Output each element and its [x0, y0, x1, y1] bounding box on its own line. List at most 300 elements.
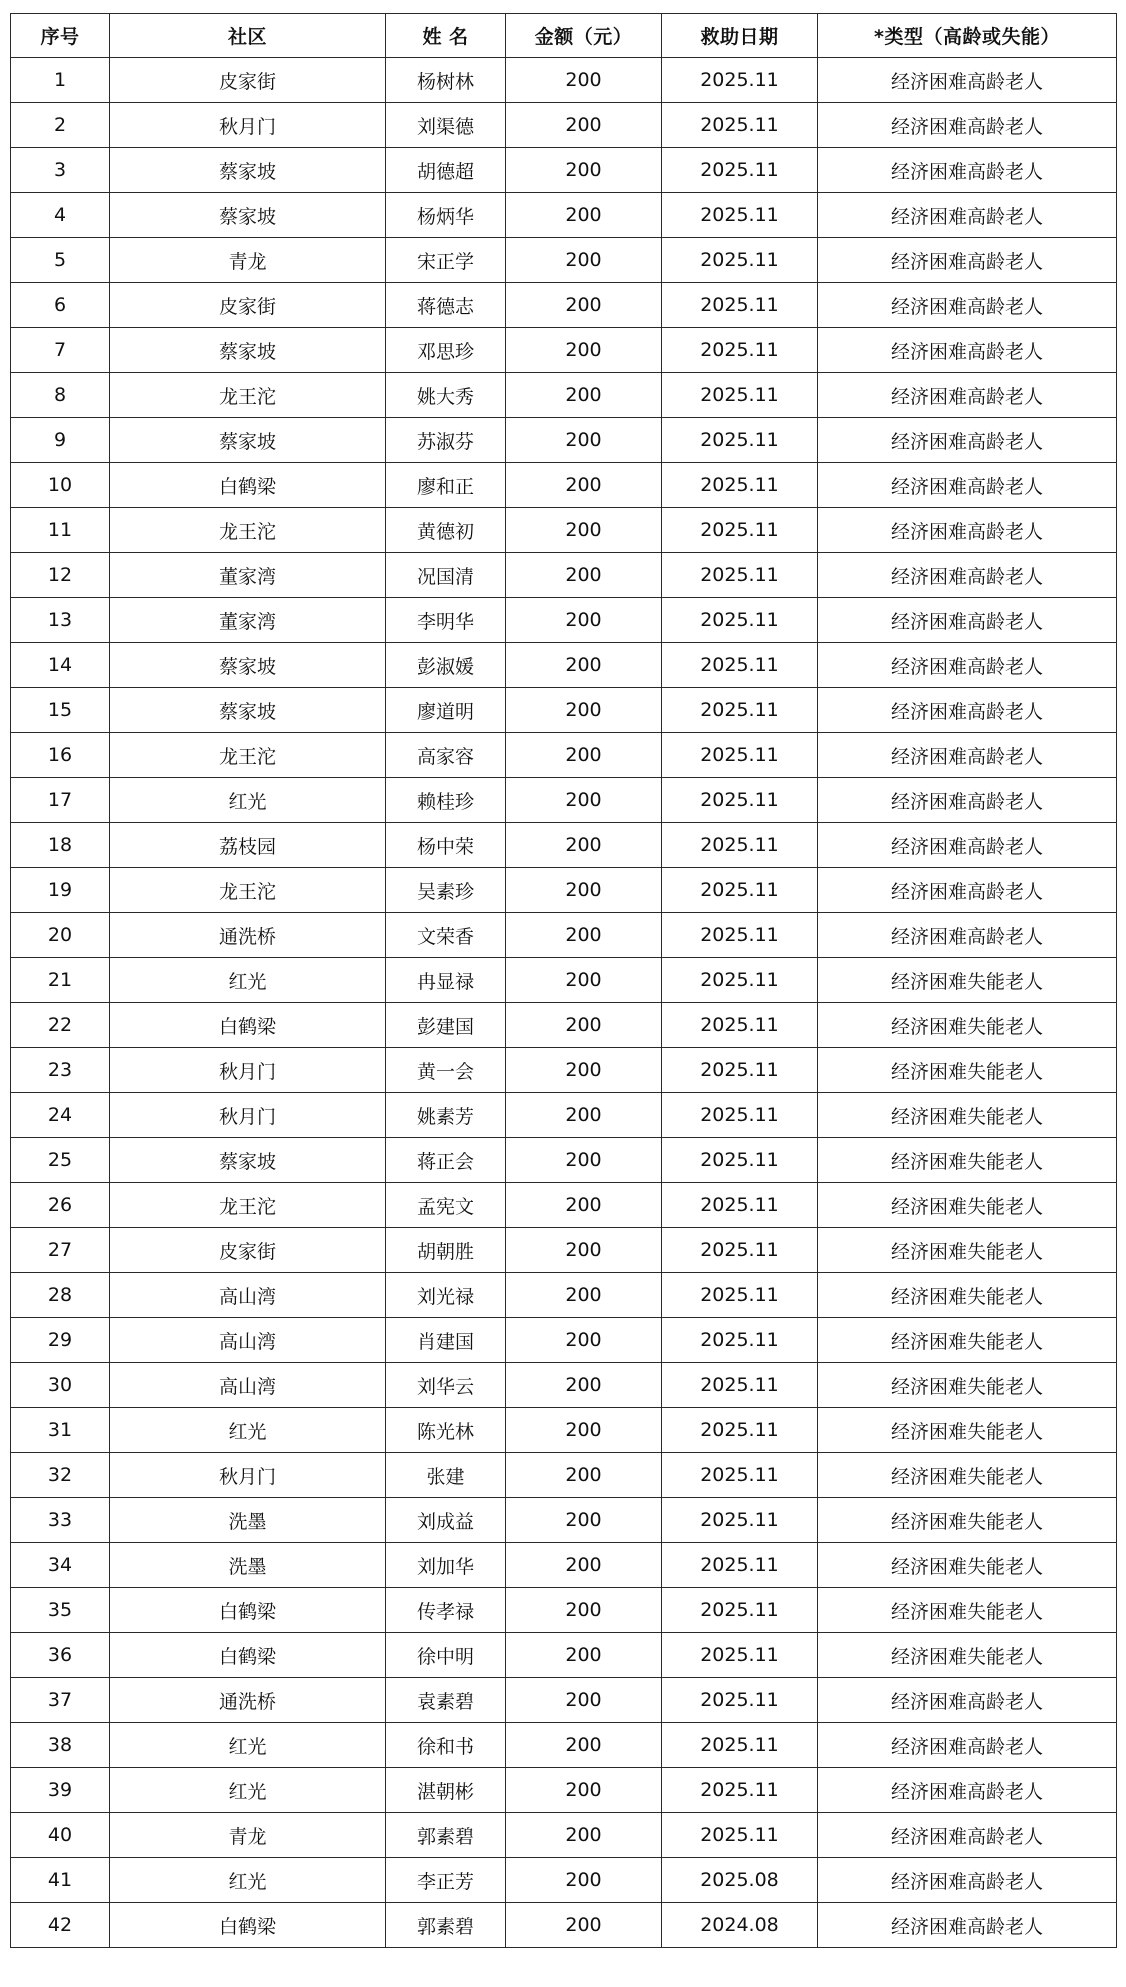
- cell-amount: 200: [506, 1138, 662, 1183]
- cell-serial-number: 27: [11, 1228, 110, 1273]
- cell-name: 姚素芳: [386, 1093, 506, 1138]
- cell-name: 黄一会: [386, 1048, 506, 1093]
- cell-relief-date: 2025.11: [662, 1678, 818, 1723]
- cell-name: 吴素珍: [386, 868, 506, 913]
- cell-type: 经济困难高龄老人: [818, 553, 1117, 598]
- cell-amount: 200: [506, 643, 662, 688]
- cell-community: 龙王沱: [110, 373, 386, 418]
- cell-amount: 200: [506, 1723, 662, 1768]
- cell-type: 经济困难高龄老人: [818, 463, 1117, 508]
- cell-relief-date: 2025.11: [662, 328, 818, 373]
- cell-relief-date: 2025.11: [662, 553, 818, 598]
- cell-relief-date: 2025.11: [662, 1228, 818, 1273]
- cell-relief-date: 2025.11: [662, 1498, 818, 1543]
- cell-serial-number: 12: [11, 553, 110, 598]
- cell-serial-number: 31: [11, 1408, 110, 1453]
- cell-amount: 200: [506, 58, 662, 103]
- cell-name: 姚大秀: [386, 373, 506, 418]
- cell-serial-number: 11: [11, 508, 110, 553]
- table-row: [11, 1543, 1117, 1588]
- cell-community: 洗墨: [110, 1498, 386, 1543]
- cell-amount: 200: [506, 1003, 662, 1048]
- cell-relief-date: 2025.11: [662, 238, 818, 283]
- table-row: [11, 1723, 1117, 1768]
- table-row: [11, 418, 1117, 463]
- cell-type: 经济困难高龄老人: [818, 373, 1117, 418]
- cell-community: 青龙: [110, 1813, 386, 1858]
- cell-amount: 200: [506, 868, 662, 913]
- cell-serial-number: 10: [11, 463, 110, 508]
- cell-amount: 200: [506, 1228, 662, 1273]
- cell-name: 苏淑芬: [386, 418, 506, 463]
- cell-serial-number: 33: [11, 1498, 110, 1543]
- cell-type: 经济困难失能老人: [818, 1093, 1117, 1138]
- cell-amount: 200: [506, 1768, 662, 1813]
- cell-community: 秋月门: [110, 1453, 386, 1498]
- cell-type: 经济困难失能老人: [818, 1588, 1117, 1633]
- cell-serial-number: 4: [11, 193, 110, 238]
- cell-amount: 200: [506, 328, 662, 373]
- cell-name: 刘渠德: [386, 103, 506, 148]
- cell-type: 经济困难高龄老人: [818, 1858, 1117, 1903]
- table-row: [11, 238, 1117, 283]
- cell-amount: 200: [506, 373, 662, 418]
- cell-serial-number: 30: [11, 1363, 110, 1408]
- cell-community: 红光: [110, 958, 386, 1003]
- table-row: [11, 913, 1117, 958]
- cell-amount: 200: [506, 958, 662, 1003]
- cell-relief-date: 2025.11: [662, 373, 818, 418]
- cell-serial-number: 42: [11, 1903, 110, 1948]
- table-row: [11, 103, 1117, 148]
- cell-name: 肖建国: [386, 1318, 506, 1363]
- cell-serial-number: 1: [11, 58, 110, 103]
- cell-name: 廖道明: [386, 688, 506, 733]
- header-row: [11, 14, 1117, 58]
- cell-amount: 200: [506, 1048, 662, 1093]
- table-row: [11, 1588, 1117, 1633]
- cell-serial-number: 16: [11, 733, 110, 778]
- cell-type: 经济困难失能老人: [818, 1363, 1117, 1408]
- cell-amount: 200: [506, 598, 662, 643]
- cell-amount: 200: [506, 283, 662, 328]
- cell-type: 经济困难失能老人: [818, 1543, 1117, 1588]
- cell-relief-date: 2025.11: [662, 463, 818, 508]
- cell-community: 蔡家坡: [110, 148, 386, 193]
- cell-name: 冉显禄: [386, 958, 506, 1003]
- cell-type: 经济困难高龄老人: [818, 283, 1117, 328]
- cell-name: 郭素碧: [386, 1903, 506, 1948]
- cell-serial-number: 3: [11, 148, 110, 193]
- cell-amount: 200: [506, 688, 662, 733]
- cell-community: 董家湾: [110, 598, 386, 643]
- cell-serial-number: 2: [11, 103, 110, 148]
- cell-community: 通洗桥: [110, 913, 386, 958]
- table-row: [11, 1228, 1117, 1273]
- table-row: [11, 1453, 1117, 1498]
- cell-community: 白鹤梁: [110, 1588, 386, 1633]
- cell-relief-date: 2025.11: [662, 1093, 818, 1138]
- cell-relief-date: 2025.11: [662, 1633, 818, 1678]
- table-row: [11, 508, 1117, 553]
- cell-name: 况国清: [386, 553, 506, 598]
- cell-serial-number: 29: [11, 1318, 110, 1363]
- cell-serial-number: 17: [11, 778, 110, 823]
- cell-type: 经济困难高龄老人: [818, 823, 1117, 868]
- table-row: [11, 1093, 1117, 1138]
- cell-serial-number: 5: [11, 238, 110, 283]
- header-name: 姓 名: [386, 14, 506, 58]
- cell-serial-number: 37: [11, 1678, 110, 1723]
- cell-amount: 200: [506, 1453, 662, 1498]
- cell-community: 高山湾: [110, 1273, 386, 1318]
- cell-amount: 200: [506, 1363, 662, 1408]
- cell-community: 红光: [110, 778, 386, 823]
- cell-amount: 200: [506, 553, 662, 598]
- table-row: [11, 733, 1117, 778]
- cell-relief-date: 2025.11: [662, 508, 818, 553]
- cell-community: 董家湾: [110, 553, 386, 598]
- cell-name: 刘光禄: [386, 1273, 506, 1318]
- cell-name: 传孝禄: [386, 1588, 506, 1633]
- cell-type: 经济困难高龄老人: [818, 868, 1117, 913]
- cell-relief-date: 2025.11: [662, 58, 818, 103]
- cell-type: 经济困难失能老人: [818, 1633, 1117, 1678]
- cell-name: 彭淑媛: [386, 643, 506, 688]
- cell-amount: 200: [506, 1183, 662, 1228]
- cell-community: 皮家街: [110, 1228, 386, 1273]
- table-row: [11, 1678, 1117, 1723]
- cell-type: 经济困难失能老人: [818, 1138, 1117, 1183]
- table-row: [11, 1633, 1117, 1678]
- cell-serial-number: 32: [11, 1453, 110, 1498]
- cell-community: 蔡家坡: [110, 418, 386, 463]
- cell-serial-number: 23: [11, 1048, 110, 1093]
- cell-type: 经济困难高龄老人: [818, 643, 1117, 688]
- cell-relief-date: 2025.11: [662, 1543, 818, 1588]
- cell-relief-date: 2025.11: [662, 1723, 818, 1768]
- table-row: [11, 598, 1117, 643]
- cell-type: 经济困难失能老人: [818, 1453, 1117, 1498]
- cell-community: 红光: [110, 1408, 386, 1453]
- cell-type: 经济困难高龄老人: [818, 103, 1117, 148]
- cell-relief-date: 2025.11: [662, 1003, 818, 1048]
- cell-community: 通洗桥: [110, 1678, 386, 1723]
- cell-type: 经济困难高龄老人: [818, 778, 1117, 823]
- cell-relief-date: 2025.11: [662, 598, 818, 643]
- cell-relief-date: 2025.11: [662, 1183, 818, 1228]
- cell-community: 高山湾: [110, 1318, 386, 1363]
- cell-community: 秋月门: [110, 1093, 386, 1138]
- table-body: [11, 58, 1117, 1948]
- table-row: [11, 373, 1117, 418]
- cell-name: 赖桂珍: [386, 778, 506, 823]
- header-amount: 金额（元）: [506, 14, 662, 58]
- cell-name: 李正芳: [386, 1858, 506, 1903]
- table-row: [11, 688, 1117, 733]
- cell-community: 蔡家坡: [110, 193, 386, 238]
- cell-name: 袁素碧: [386, 1678, 506, 1723]
- cell-name: 杨中荣: [386, 823, 506, 868]
- table-row: [11, 58, 1117, 103]
- cell-serial-number: 6: [11, 283, 110, 328]
- table-row: [11, 868, 1117, 913]
- cell-community: 红光: [110, 1858, 386, 1903]
- cell-amount: 200: [506, 733, 662, 778]
- cell-type: 经济困难高龄老人: [818, 58, 1117, 103]
- cell-type: 经济困难高龄老人: [818, 913, 1117, 958]
- cell-relief-date: 2025.11: [662, 1768, 818, 1813]
- cell-relief-date: 2024.08: [662, 1903, 818, 1948]
- table-row: [11, 193, 1117, 238]
- cell-relief-date: 2025.11: [662, 103, 818, 148]
- cell-name: 邓思珍: [386, 328, 506, 373]
- table-row: [11, 463, 1117, 508]
- table-row: [11, 1138, 1117, 1183]
- cell-name: 黄德初: [386, 508, 506, 553]
- table-row: [11, 1273, 1117, 1318]
- cell-type: 经济困难高龄老人: [818, 238, 1117, 283]
- cell-name: 张建: [386, 1453, 506, 1498]
- cell-name: 刘加华: [386, 1543, 506, 1588]
- cell-name: 廖和正: [386, 463, 506, 508]
- cell-name: 陈光林: [386, 1408, 506, 1453]
- cell-relief-date: 2025.11: [662, 823, 818, 868]
- cell-community: 龙王沱: [110, 508, 386, 553]
- cell-type: 经济困难高龄老人: [818, 1678, 1117, 1723]
- cell-type: 经济困难高龄老人: [818, 1723, 1117, 1768]
- cell-name: 李明华: [386, 598, 506, 643]
- table-row: [11, 1903, 1117, 1948]
- cell-community: 龙王沱: [110, 868, 386, 913]
- cell-type: 经济困难高龄老人: [818, 193, 1117, 238]
- cell-type: 经济困难失能老人: [818, 958, 1117, 1003]
- table-row: [11, 1408, 1117, 1453]
- cell-relief-date: 2025.08: [662, 1858, 818, 1903]
- cell-amount: 200: [506, 1408, 662, 1453]
- cell-type: 经济困难高龄老人: [818, 598, 1117, 643]
- cell-relief-date: 2025.11: [662, 1048, 818, 1093]
- cell-serial-number: 28: [11, 1273, 110, 1318]
- cell-serial-number: 20: [11, 913, 110, 958]
- cell-community: 龙王沱: [110, 1183, 386, 1228]
- relief-list-sheet: [10, 13, 1116, 1948]
- cell-type: 经济困难失能老人: [818, 1408, 1117, 1453]
- table-row: [11, 283, 1117, 328]
- cell-type: 经济困难失能老人: [818, 1318, 1117, 1363]
- cell-serial-number: 13: [11, 598, 110, 643]
- table-row: [11, 1768, 1117, 1813]
- table-row: [11, 1318, 1117, 1363]
- cell-serial-number: 7: [11, 328, 110, 373]
- cell-amount: 200: [506, 238, 662, 283]
- cell-community: 蔡家坡: [110, 1138, 386, 1183]
- cell-serial-number: 34: [11, 1543, 110, 1588]
- cell-amount: 200: [506, 1498, 662, 1543]
- table-header: [11, 14, 1117, 58]
- cell-name: 高家容: [386, 733, 506, 778]
- cell-type: 经济困难失能老人: [818, 1498, 1117, 1543]
- cell-community: 青龙: [110, 238, 386, 283]
- cell-serial-number: 19: [11, 868, 110, 913]
- cell-relief-date: 2025.11: [662, 1318, 818, 1363]
- cell-relief-date: 2025.11: [662, 418, 818, 463]
- cell-serial-number: 40: [11, 1813, 110, 1858]
- cell-type: 经济困难高龄老人: [818, 148, 1117, 193]
- cell-amount: 200: [506, 1858, 662, 1903]
- cell-community: 红光: [110, 1768, 386, 1813]
- cell-community: 龙王沱: [110, 733, 386, 778]
- cell-name: 杨炳华: [386, 193, 506, 238]
- cell-amount: 200: [506, 823, 662, 868]
- cell-type: 经济困难高龄老人: [818, 1768, 1117, 1813]
- cell-community: 皮家街: [110, 283, 386, 328]
- cell-relief-date: 2025.11: [662, 1408, 818, 1453]
- cell-type: 经济困难高龄老人: [818, 1813, 1117, 1858]
- cell-serial-number: 41: [11, 1858, 110, 1903]
- cell-relief-date: 2025.11: [662, 733, 818, 778]
- cell-relief-date: 2025.11: [662, 283, 818, 328]
- table-row: [11, 1003, 1117, 1048]
- cell-community: 荔枝园: [110, 823, 386, 868]
- cell-type: 经济困难高龄老人: [818, 733, 1117, 778]
- cell-community: 皮家街: [110, 58, 386, 103]
- cell-amount: 200: [506, 1678, 662, 1723]
- cell-serial-number: 36: [11, 1633, 110, 1678]
- cell-amount: 200: [506, 418, 662, 463]
- cell-community: 白鹤梁: [110, 1003, 386, 1048]
- table-row: [11, 778, 1117, 823]
- cell-amount: 200: [506, 463, 662, 508]
- cell-name: 刘成益: [386, 1498, 506, 1543]
- cell-amount: 200: [506, 1093, 662, 1138]
- cell-name: 郭素碧: [386, 1813, 506, 1858]
- cell-relief-date: 2025.11: [662, 643, 818, 688]
- table-row: [11, 1183, 1117, 1228]
- cell-type: 经济困难高龄老人: [818, 1903, 1117, 1948]
- cell-community: 高山湾: [110, 1363, 386, 1408]
- cell-name: 徐和书: [386, 1723, 506, 1768]
- table-row: [11, 1813, 1117, 1858]
- cell-serial-number: 18: [11, 823, 110, 868]
- cell-amount: 200: [506, 1633, 662, 1678]
- cell-type: 经济困难失能老人: [818, 1228, 1117, 1273]
- cell-name: 徐中明: [386, 1633, 506, 1678]
- cell-relief-date: 2025.11: [662, 1138, 818, 1183]
- header-serial-number: 序号: [11, 14, 110, 58]
- cell-type: 经济困难高龄老人: [818, 688, 1117, 733]
- cell-relief-date: 2025.11: [662, 958, 818, 1003]
- cell-serial-number: 9: [11, 418, 110, 463]
- cell-type: 经济困难高龄老人: [818, 508, 1117, 553]
- cell-serial-number: 14: [11, 643, 110, 688]
- cell-name: 蒋德志: [386, 283, 506, 328]
- cell-community: 蔡家坡: [110, 328, 386, 373]
- cell-relief-date: 2025.11: [662, 148, 818, 193]
- cell-serial-number: 8: [11, 373, 110, 418]
- table-row: [11, 148, 1117, 193]
- cell-amount: 200: [506, 103, 662, 148]
- cell-name: 杨树林: [386, 58, 506, 103]
- cell-name: 刘华云: [386, 1363, 506, 1408]
- header-type: *类型（高龄或失能）: [818, 14, 1117, 58]
- cell-community: 秋月门: [110, 103, 386, 148]
- cell-amount: 200: [506, 193, 662, 238]
- relief-table: [10, 13, 1117, 1948]
- cell-name: 宋正学: [386, 238, 506, 283]
- cell-amount: 200: [506, 1588, 662, 1633]
- cell-relief-date: 2025.11: [662, 913, 818, 958]
- cell-serial-number: 15: [11, 688, 110, 733]
- cell-serial-number: 26: [11, 1183, 110, 1228]
- table-row: [11, 1363, 1117, 1408]
- cell-name: 蒋正会: [386, 1138, 506, 1183]
- cell-relief-date: 2025.11: [662, 778, 818, 823]
- cell-type: 经济困难失能老人: [818, 1273, 1117, 1318]
- cell-community: 白鹤梁: [110, 1903, 386, 1948]
- table-row: [11, 1858, 1117, 1903]
- table-row: [11, 1048, 1117, 1093]
- cell-amount: 200: [506, 1543, 662, 1588]
- cell-community: 蔡家坡: [110, 688, 386, 733]
- cell-type: 经济困难高龄老人: [818, 328, 1117, 373]
- cell-amount: 200: [506, 1903, 662, 1948]
- cell-relief-date: 2025.11: [662, 1813, 818, 1858]
- cell-type: 经济困难失能老人: [818, 1183, 1117, 1228]
- cell-relief-date: 2025.11: [662, 193, 818, 238]
- cell-community: 洗墨: [110, 1543, 386, 1588]
- cell-amount: 200: [506, 148, 662, 193]
- cell-amount: 200: [506, 508, 662, 553]
- cell-serial-number: 24: [11, 1093, 110, 1138]
- table-row: [11, 553, 1117, 598]
- cell-amount: 200: [506, 913, 662, 958]
- cell-relief-date: 2025.11: [662, 1588, 818, 1633]
- cell-amount: 200: [506, 1273, 662, 1318]
- cell-serial-number: 21: [11, 958, 110, 1003]
- cell-amount: 200: [506, 1813, 662, 1858]
- cell-name: 文荣香: [386, 913, 506, 958]
- cell-type: 经济困难失能老人: [818, 1003, 1117, 1048]
- table-row: [11, 328, 1117, 373]
- cell-relief-date: 2025.11: [662, 1363, 818, 1408]
- cell-community: 蔡家坡: [110, 643, 386, 688]
- cell-name: 胡朝胜: [386, 1228, 506, 1273]
- cell-community: 白鹤梁: [110, 463, 386, 508]
- cell-name: 彭建国: [386, 1003, 506, 1048]
- cell-name: 胡德超: [386, 148, 506, 193]
- cell-serial-number: 25: [11, 1138, 110, 1183]
- cell-name: 孟宪文: [386, 1183, 506, 1228]
- cell-relief-date: 2025.11: [662, 868, 818, 913]
- cell-type: 经济困难高龄老人: [818, 418, 1117, 463]
- cell-relief-date: 2025.11: [662, 688, 818, 733]
- cell-serial-number: 38: [11, 1723, 110, 1768]
- table-row: [11, 1498, 1117, 1543]
- cell-community: 秋月门: [110, 1048, 386, 1093]
- cell-relief-date: 2025.11: [662, 1453, 818, 1498]
- cell-community: 红光: [110, 1723, 386, 1768]
- cell-serial-number: 39: [11, 1768, 110, 1813]
- cell-type: 经济困难失能老人: [818, 1048, 1117, 1093]
- cell-community: 白鹤梁: [110, 1633, 386, 1678]
- header-community: 社区: [110, 14, 386, 58]
- table-row: [11, 643, 1117, 688]
- cell-amount: 200: [506, 778, 662, 823]
- cell-relief-date: 2025.11: [662, 1273, 818, 1318]
- cell-serial-number: 22: [11, 1003, 110, 1048]
- table-row: [11, 823, 1117, 868]
